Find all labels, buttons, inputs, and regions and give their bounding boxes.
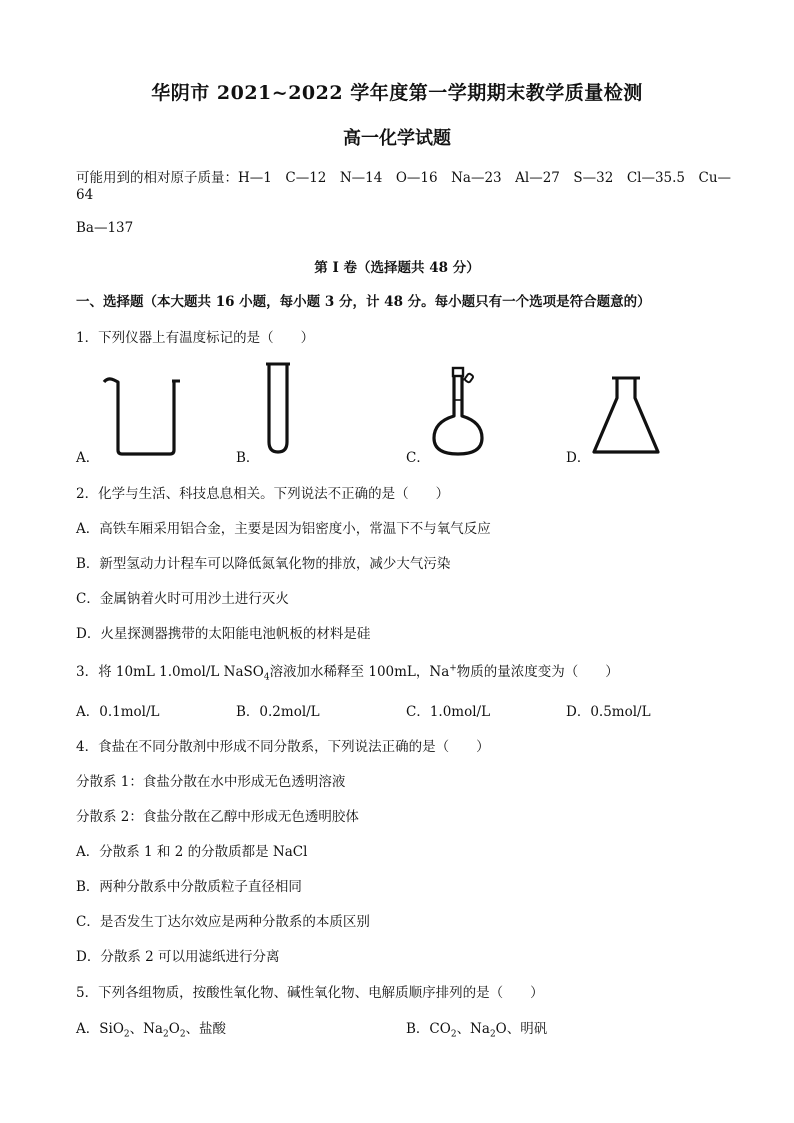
volumetric-flask-icon (426, 366, 498, 458)
conical-flask-icon (588, 372, 664, 458)
q5-option-b: B．$CO_2$、$Na_2O$、明矾 (406, 1021, 548, 1040)
q1-option-d: D． (566, 450, 591, 466)
q4-option-a: A．分散系 1 和 2 的分散质都是 NaCl (76, 844, 308, 860)
beaker-icon (100, 374, 184, 458)
question-1-stem: 1．下列仪器上有温度标记的是（ ） (76, 330, 315, 346)
section-heading: 一、选择题（本大题共 16 小题，每小题 3 分，计 48 分。每小题只有一个选项是符合题意的） (76, 294, 651, 310)
question-5-stem: 5．下列各组物质，按酸性氧化物、碱性氧化物、电解质顺序排列的是（ ） (76, 985, 544, 1001)
q5-option-a: A．SiO$_2$、$Na_2O_2$、盐酸 (76, 1021, 227, 1040)
q2-option-d: D．火星探测器携带的太阳能电池帆板的材料是硅 (76, 626, 371, 642)
atomic-mass-line-1: 可能用到的相对原子质量：H—1 C—12 N—14 O—16 Na—23 Al—27 S—32 Cl—35.5 Cu— (76, 170, 732, 186)
q3-option-d: D．0.5mol/L (566, 704, 651, 720)
atomic-mass-line-2: 64 (76, 187, 94, 203)
q2-option-c: C．金属钠着火时可用沙土进行灭火 (76, 591, 289, 607)
q3-option-b: B．0.2mol/L (236, 704, 320, 720)
test-tube-icon (262, 360, 294, 456)
q3-option-c: C．1.0mol/L (406, 704, 491, 720)
question-3-stem: 3．将 10mL 1.0mol/L NaSO$_4$溶液加水稀释至 100mL，Na+物质的量浓度变为（ ） (76, 663, 619, 683)
q4-option-c: C．是否发生丁达尔效应是两种分散系的本质区别 (76, 914, 370, 930)
q1-option-c: C． (406, 450, 430, 466)
page-title: 华阴市 2021~2022 学年度第一学期期末教学质量检测 (151, 82, 643, 104)
q2-option-a: A．高铁车厢采用铝合金，主要是因为铝密度小，常温下不与氧气反应 (76, 521, 491, 537)
q2-option-b: B．新型氢动力计程车可以降低氮氧化物的排放，减少大气污染 (76, 556, 451, 572)
page-subtitle: 高一化学试题 (343, 128, 451, 149)
q3-option-a: A．0.1mol/L (76, 704, 160, 720)
volume-title: 第 I 卷（选择题共 48 分） (314, 260, 480, 276)
q1-option-b: B． (236, 450, 260, 466)
q4-system-2: 分散系 2：食盐分散在乙醇中形成无色透明胶体 (76, 809, 359, 825)
atomic-mass-line-3: Ba—137 (76, 220, 134, 236)
question-4-stem: 4．食盐在不同分散剂中形成不同分散系，下列说法正确的是（ ） (76, 739, 490, 755)
q4-option-b: B．两种分散系中分散质粒子直径相同 (76, 879, 302, 895)
q4-option-d: D．分散系 2 可以用滤纸进行分离 (76, 949, 280, 965)
q1-option-a: A． (76, 450, 100, 466)
q4-system-1: 分散系 1：食盐分散在水中形成无色透明溶液 (76, 774, 346, 790)
question-2-stem: 2．化学与生活、科技息息相关。下列说法不正确的是（ ） (76, 486, 450, 502)
